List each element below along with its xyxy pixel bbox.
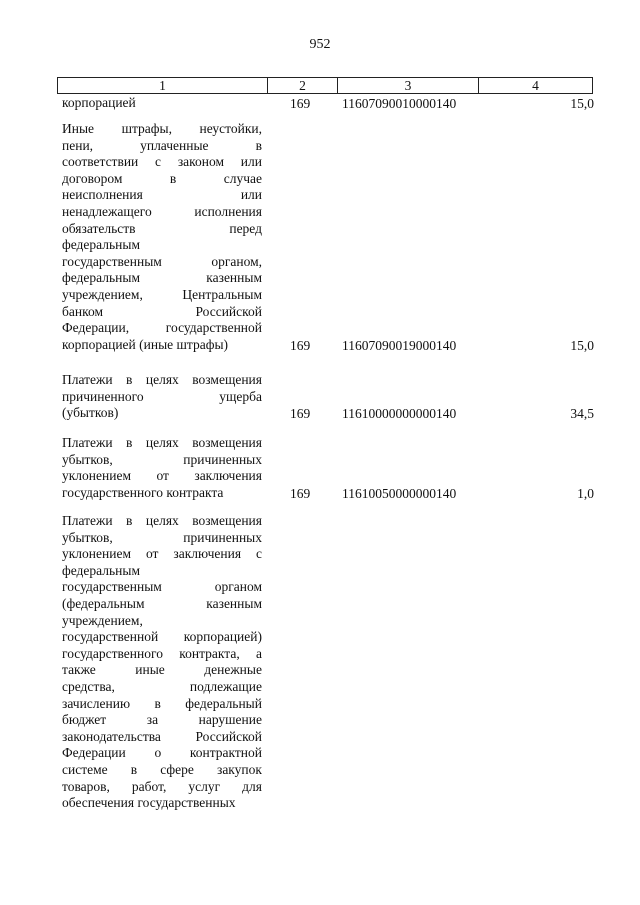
description-word: Федерации, xyxy=(62,320,130,336)
description-word: за xyxy=(146,712,159,728)
description-line: государственного контракта xyxy=(62,484,224,500)
description-word: государственным xyxy=(62,579,162,595)
row-description xyxy=(62,121,262,353)
description-word: целях xyxy=(145,372,179,387)
description-line xyxy=(62,662,262,679)
description-word: федеральный xyxy=(185,695,262,711)
description-word: с xyxy=(155,154,162,170)
description-word: законодательства xyxy=(62,728,161,744)
description-word: уклонением xyxy=(62,468,131,484)
description-word: Платежи xyxy=(62,513,113,528)
row-description xyxy=(62,513,262,812)
description-word: о xyxy=(154,745,162,761)
description-word: неисполнения xyxy=(62,187,143,203)
description-word: уплаченные xyxy=(140,137,209,153)
amount: 34,5 xyxy=(570,406,594,422)
description-line xyxy=(62,530,262,547)
admin-code: 169 xyxy=(290,96,311,111)
description-line xyxy=(62,221,262,238)
description-line: корпорацией xyxy=(62,95,136,110)
description-word: казенным xyxy=(206,270,262,286)
description-word: неустойки, xyxy=(199,121,262,136)
description-word: закупок xyxy=(216,761,262,777)
description-line xyxy=(62,389,262,406)
description-word: причиненных xyxy=(183,451,262,467)
description-word: убытков, xyxy=(62,451,113,467)
description-line xyxy=(62,729,262,746)
description-word: контракта, xyxy=(179,645,240,661)
description-word: в xyxy=(169,170,177,186)
description-word: денежные xyxy=(204,662,262,678)
description-line xyxy=(62,320,262,337)
description-word: целях xyxy=(145,435,179,450)
description-line xyxy=(62,712,262,729)
description-word: причиненного xyxy=(62,388,144,404)
description-word: государственной xyxy=(62,629,159,645)
description-word: возмещения xyxy=(192,513,262,528)
description-word: государственным xyxy=(62,253,162,269)
description-word: Российской xyxy=(195,728,262,744)
description-line xyxy=(62,121,262,138)
description-line: федеральным xyxy=(62,237,141,253)
admin-code: 169 xyxy=(290,485,311,501)
row-values xyxy=(62,405,594,422)
description-line xyxy=(62,452,262,469)
description-word: Платежи xyxy=(62,435,113,450)
amount: 15,0 xyxy=(570,96,594,111)
budget-classification-code: 11607090019000140 xyxy=(342,337,457,353)
description-word: органом xyxy=(214,579,262,595)
description-word: государственного xyxy=(62,645,163,661)
row-values xyxy=(62,337,594,354)
column-header-2: 2 xyxy=(268,78,338,93)
description-word: контрактной xyxy=(189,745,262,761)
admin-code: 169 xyxy=(290,406,311,422)
description-word: договором xyxy=(62,170,123,186)
description-word: возмещения xyxy=(192,372,262,387)
description-word: для xyxy=(242,778,262,794)
description-word: услуг xyxy=(188,778,221,794)
description-word: Центральным xyxy=(182,286,262,302)
row-values xyxy=(62,95,594,112)
description-line: учреждением, xyxy=(62,612,143,628)
description-word: казенным xyxy=(206,595,262,611)
description-word: также xyxy=(62,662,96,678)
description-word: банком xyxy=(62,303,103,319)
description-word: исполнения xyxy=(194,203,262,219)
table-column-header xyxy=(57,77,593,94)
description-word: заключения xyxy=(173,546,242,562)
row-values xyxy=(62,485,594,502)
description-word: товаров, xyxy=(62,778,110,794)
amount: 1,0 xyxy=(577,485,594,501)
page-number: 952 xyxy=(309,37,331,52)
description-word: уклонением xyxy=(62,546,131,562)
description-word: в xyxy=(154,695,161,711)
description-word: или xyxy=(240,187,262,203)
description-line xyxy=(62,187,262,204)
description-word: иные xyxy=(135,662,165,678)
description-word: возмещения xyxy=(192,435,262,450)
description-word: подлежащие xyxy=(189,678,262,694)
column-header-3: 3 xyxy=(338,78,479,93)
description-word: причиненных xyxy=(183,529,262,545)
budget-classification-code: 11607090010000140 xyxy=(342,96,457,111)
description-line xyxy=(62,138,262,155)
description-word: (федеральным xyxy=(62,595,145,611)
description-word: в xyxy=(255,137,262,153)
description-line xyxy=(62,270,262,287)
description-line xyxy=(62,696,262,713)
description-word: средства, xyxy=(62,678,115,694)
description-line xyxy=(62,579,262,596)
description-word: корпорацией) xyxy=(183,629,262,645)
description-line xyxy=(62,304,262,321)
description-word: в xyxy=(126,435,133,450)
description-word: Платежи xyxy=(62,372,113,387)
description-word: законом xyxy=(177,154,225,170)
description-word: органом, xyxy=(211,253,262,269)
description-word: федеральным xyxy=(62,270,141,286)
description-word: от xyxy=(145,546,159,562)
description-line xyxy=(62,468,262,485)
description-line xyxy=(62,629,262,646)
description-word: учреждением, xyxy=(62,286,143,302)
description-word: системе xyxy=(62,761,108,777)
description-word: штрафы, xyxy=(121,121,172,136)
description-word: обязательств xyxy=(62,220,136,236)
amount: 15,0 xyxy=(570,337,594,353)
description-word: убытков, xyxy=(62,529,113,545)
description-line xyxy=(62,546,262,563)
description-word: ненадлежащего xyxy=(62,203,152,219)
column-header-4: 4 xyxy=(532,78,539,93)
description-word: в xyxy=(130,761,138,777)
column-header-1: 1 xyxy=(58,78,268,93)
description-line: корпорацией (иные штрафы) xyxy=(62,336,229,352)
description-line xyxy=(62,596,262,613)
description-line: (убытков) xyxy=(62,405,119,421)
description-line xyxy=(62,435,262,452)
description-line: обеспечения государственных xyxy=(62,795,236,811)
budget-classification-code: 11610000000000140 xyxy=(342,406,457,422)
description-line xyxy=(62,513,262,530)
description-word: Федерации xyxy=(62,745,126,761)
description-word: а xyxy=(255,645,262,661)
description-line xyxy=(62,154,262,171)
budget-classification-code: 11610050000000140 xyxy=(342,485,457,501)
description-line xyxy=(62,287,262,304)
description-word: с xyxy=(255,546,262,562)
description-word: случае xyxy=(223,170,262,186)
description-word: в xyxy=(126,372,133,387)
description-word: бюджет xyxy=(62,712,107,728)
description-word: зачислению xyxy=(62,695,131,711)
description-word: нарушение xyxy=(198,712,262,728)
description-line xyxy=(62,745,262,762)
description-word: или xyxy=(240,154,262,170)
description-word: заключения xyxy=(194,468,262,484)
description-word: перед xyxy=(229,220,262,236)
description-line xyxy=(62,372,262,389)
description-word: соответствии xyxy=(62,154,139,170)
description-word: сфере xyxy=(160,761,194,777)
description-word: Иные xyxy=(62,121,95,136)
admin-code: 169 xyxy=(290,337,311,353)
description-word: в xyxy=(126,513,133,528)
description-line xyxy=(62,204,262,221)
description-word: пени, xyxy=(62,137,94,153)
description-word: Российской xyxy=(195,303,262,319)
description-line xyxy=(62,646,262,663)
description-line xyxy=(62,679,262,696)
description-word: от xyxy=(156,468,169,484)
description-line xyxy=(62,762,262,779)
description-line xyxy=(62,171,262,188)
description-line: федеральным xyxy=(62,562,141,578)
description-word: государственной xyxy=(165,320,262,336)
description-line xyxy=(62,254,262,271)
description-word: целях xyxy=(145,513,179,528)
description-word: работ, xyxy=(131,778,167,794)
description-line xyxy=(62,779,262,796)
description-word: ущерба xyxy=(219,388,262,404)
